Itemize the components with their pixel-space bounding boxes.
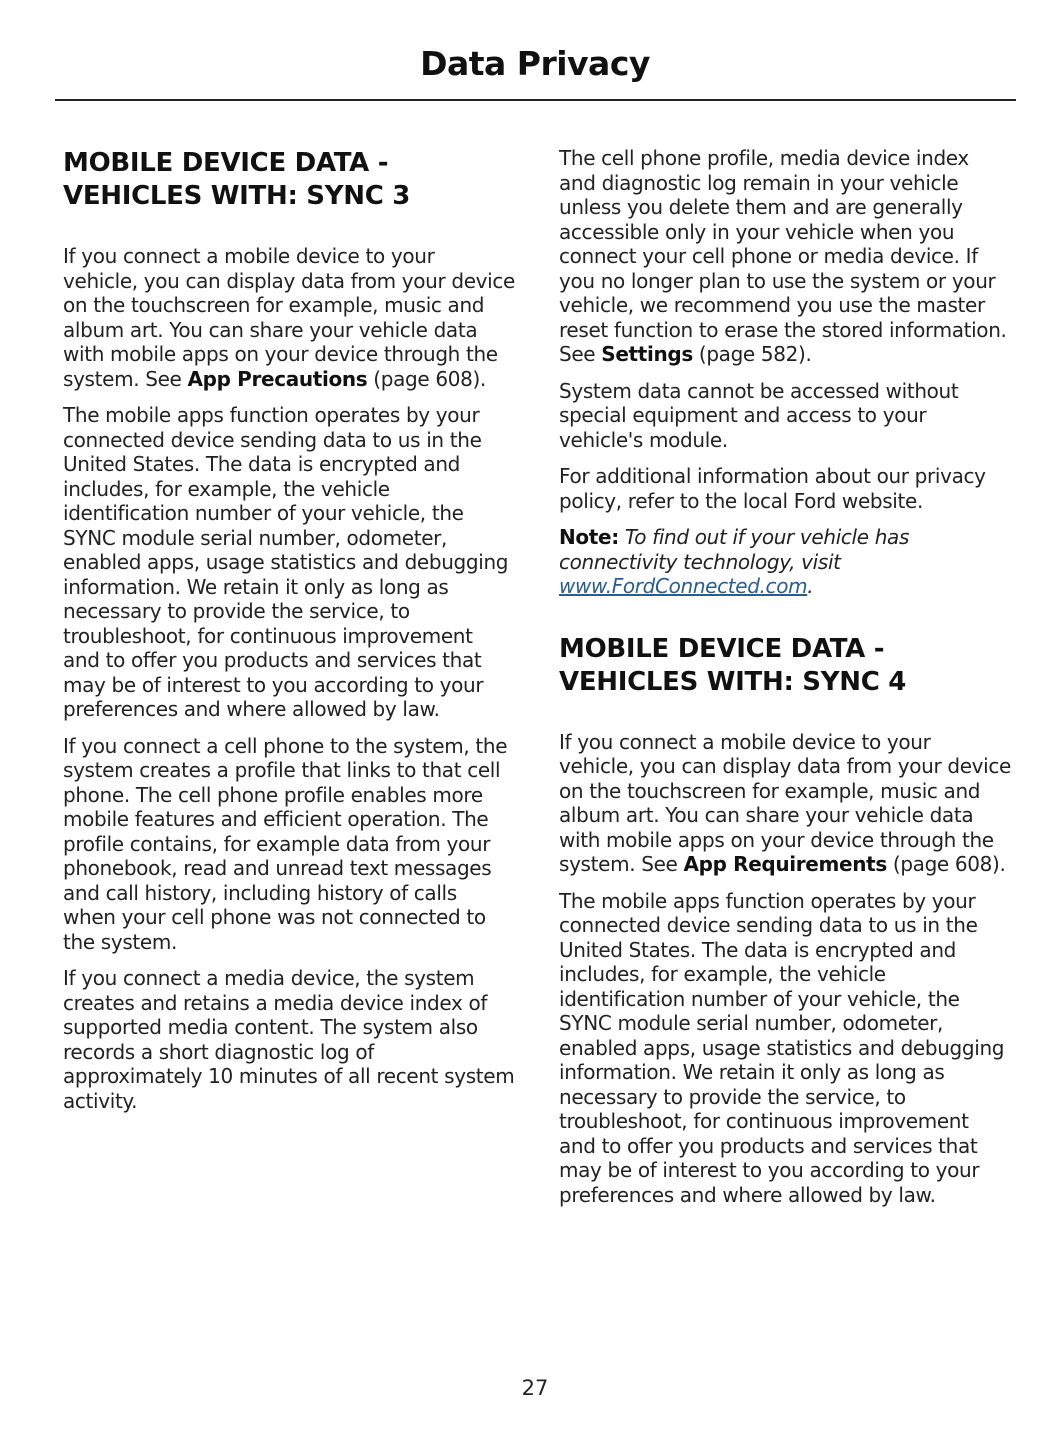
- paragraph: The mobile apps function operates by your connected device sending data to us in the United States. The data is encrypted and includes, for example, the vehicle identification number of your vehicle, the SYNC module serial number, odometer, enabled apps, usage statistics and debugging information. We retain it only as long as necessary to provide the service, to troubleshoot, for continuous improvement and to offer you products and services that may be of interest to you according to your preferences and where allowed by law.: [559, 888, 1005, 1207]
- section-heading-sync4: MOBILE DEVICE DATA - VEHICLES WITH: SYNC 4: [559, 633, 907, 697]
- note-label: Note:: [559, 525, 619, 549]
- paragraph: For additional information about our privacy policy, refer to the local Ford website.: [559, 464, 986, 513]
- section-heading-sync3: MOBILE DEVICE DATA - VEHICLES WITH: SYNC 3: [63, 148, 411, 211]
- title-divider: [55, 99, 1016, 101]
- paragraph: If you connect a media device, the system creates and retains a media device index of supported media content. The system also records a short diagnostic log of approximately 10 minutes of all recent system activity.: [63, 966, 515, 1113]
- cross-reference-app-requirements[interactable]: App Requirements: [683, 852, 887, 876]
- right-column: [559, 146, 1011, 1219]
- paragraph: If you connect a mobile device to your vehicle, you can display data from your device on the touchscreen for example, music and album art. You can share your vehicle data with mobile apps on your device through the system. See App Precautions (page 608).: [63, 244, 515, 391]
- ford-connected-link[interactable]: www.FordConnected.com: [559, 574, 808, 598]
- paragraph: System data cannot be accessed without special equipment and access to your vehicle's module.: [559, 378, 959, 452]
- paragraph: If you connect a cell phone to the system, the system creates a profile that links to that cell phone. The cell phone profile enables more mobile features and efficient operation. The profile contains, for example data from your phonebook, read and unread text messages and call history, including history of calls when your cell phone was not connected to the system.: [63, 733, 508, 954]
- paragraph: If you connect a mobile device to your vehicle, you can display data from your device on the touchscreen for example, music and album art. You can share your vehicle data with mobile apps on your device through the system. See App Requirements (page 608).: [559, 729, 1011, 876]
- cross-reference-settings[interactable]: Settings: [601, 342, 693, 366]
- page-number: 27: [521, 1376, 549, 1400]
- page-title: Data Privacy: [420, 44, 650, 83]
- note: Note: To find out if your vehicle has connectivity technology, visit www.FordConnected.com.: [559, 525, 910, 598]
- left-column: [63, 145, 515, 1125]
- paragraph: The mobile apps function operates by your connected device sending data to us in the United States. The data is encrypted and includes, for example, the vehicle identification number of your vehicle, the SYNC module serial number, odometer, enabled apps, usage statistics and debugging information. We retain it only as long as necessary to provide the service, to troubleshoot, for continuous improvement and to offer you products and services that may be of interest to you according to your preferences and where allowed by law.: [63, 403, 509, 721]
- paragraph: The cell phone profile, media device index and diagnostic log remain in your vehicle unless you delete them and are generally accessible only in your vehicle when you connect your cell phone or media device. If you no longer plan to use the system or your vehicle, we recommend you use the master reset function to erase the stored information. See Settings (page 582).: [559, 146, 1007, 366]
- cross-reference-app-precautions[interactable]: App Precautions: [187, 366, 368, 391]
